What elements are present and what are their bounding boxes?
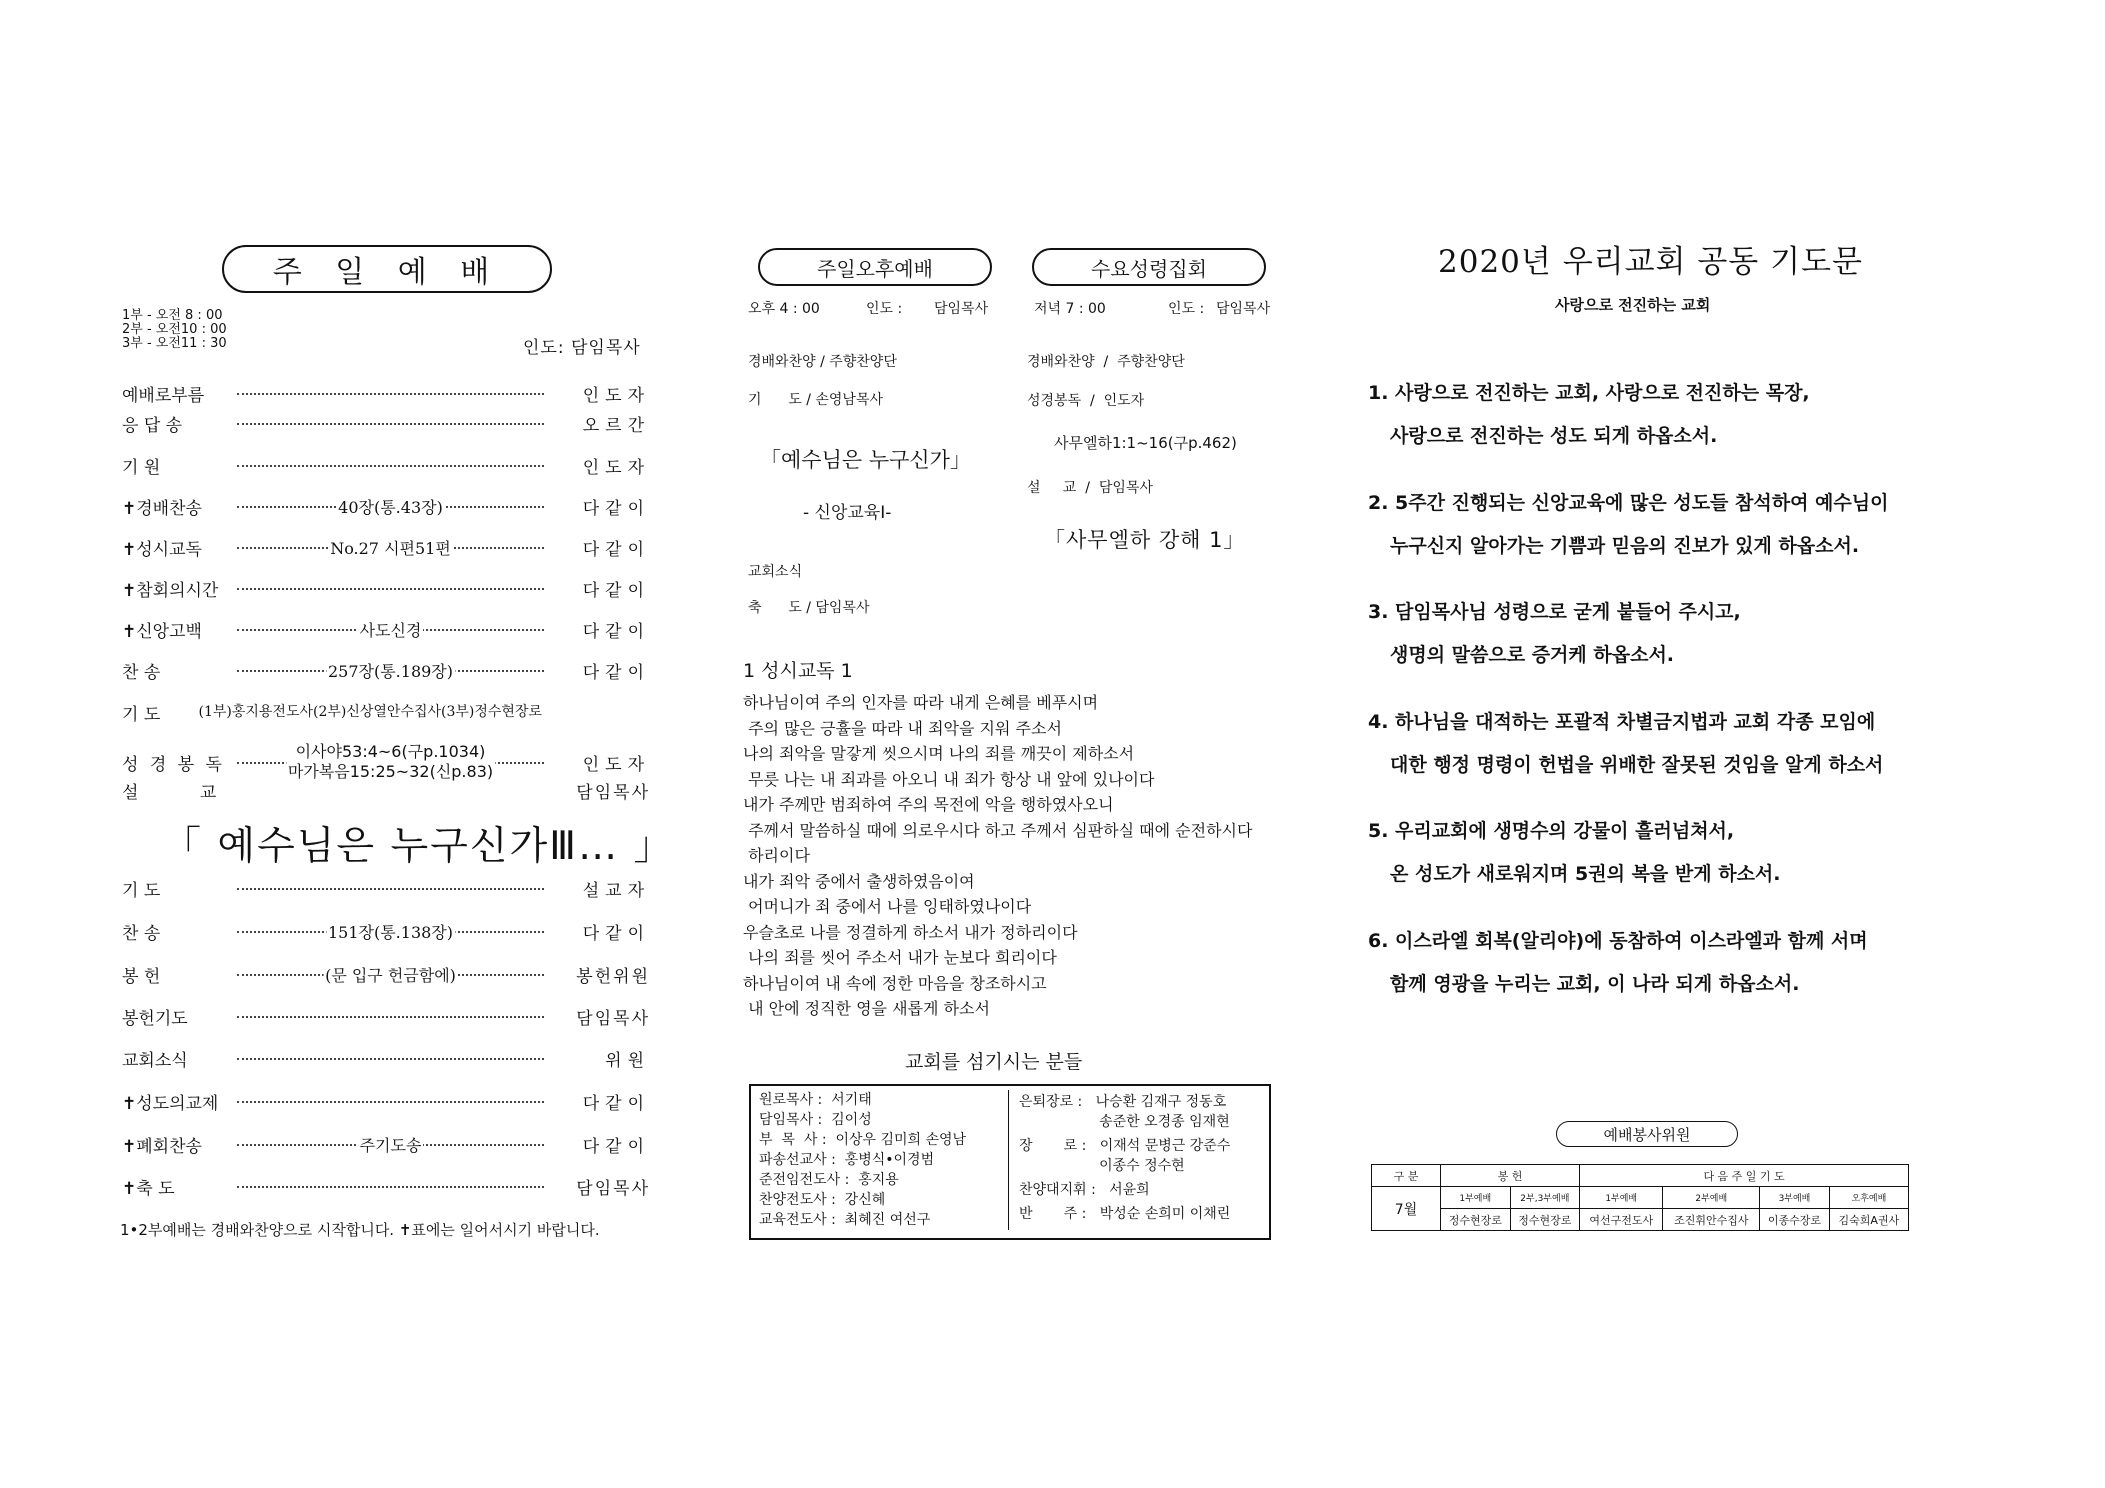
leader-label: 인도: 담임목사 [523,338,641,358]
wednesday-leader: 담임목사 [1216,301,1271,317]
afternoon-praise: 경배와찬양 / 주향찬양단 [748,354,897,370]
table-subheader: 3부예배 [1760,1187,1830,1209]
prayer-line: 6. 이스라엘 회복(알리야)에 동참하여 이스라엘과 함께 서며 [1368,929,1868,952]
table-header: 구 분 [1372,1165,1441,1187]
order-label: 교회소식 [122,1050,188,1071]
afternoon-news: 교회소식 [748,564,803,580]
time-1: 1부 - 오전 8 : 00 [122,308,223,323]
worship-order-item [122,534,650,560]
order-label: 기 도 [122,880,161,901]
order-content: 151장(통.138장) [326,920,455,943]
order-label: 찬 송 [122,923,161,944]
wednesday-sermon: 설 교 / 담임목사 [1027,480,1153,496]
worship-order-reading [122,742,650,782]
prayer-list [1368,372,1888,1029]
prayer-line: 온 성도가 새로워지며 5권의 복을 받게 하소서. [1390,863,1781,885]
staff-line: 원로목사 : 서기태 [759,1092,872,1108]
staff-list-right [1019,1090,1230,1224]
staff-line: 찬양대지휘 : 서윤희 [1019,1182,1150,1198]
service-volunteers-title [1556,1121,1738,1147]
psalm-line: 내가 죄악 중에서 출생하였음이여 [743,871,975,891]
afternoon-leader-label: 인도 : [866,301,903,317]
table-row [1372,1209,1909,1231]
worship-order-item [122,1173,650,1199]
service-volunteers-table [1371,1164,1909,1231]
order-who: 설교자 [582,880,650,901]
prayer-line: 2. 5주간 진행되는 신앙교육에 많은 성도들 참석하여 예수님이 [1368,491,1889,514]
order-who: 오르간 [582,415,650,436]
psalm-line: 나의 죄를 씻어 주소서 내가 눈보다 희리이다 [743,948,1057,967]
worship-order-item [122,875,650,901]
table-subheader: 1부예배 [1441,1187,1511,1209]
afternoon-sermon-title: 「예수님은 누구신가」 [760,448,971,472]
prayer-line: 1. 사랑으로 전진하는 교회, 사랑으로 전진하는 목장, [1368,382,1810,404]
order-label: ✝경배찬송 [122,498,202,519]
order-label: ✝신앙고백 [122,621,202,642]
psalm-line: 주의 많은 긍휼을 따라 내 죄악을 지워 주소서 [743,718,1062,738]
prayer-line: 사랑으로 전진하는 성도 되게 하옵소서. [1390,425,1718,447]
psalm-line: 어머니가 죄 중에서 나를 잉태하였나이다 [743,897,1032,916]
order-label: ✝성도의교제 [122,1093,219,1114]
service-times [122,309,227,351]
order-who: 담임목사 [576,1178,650,1199]
order-who: 다같이 [582,498,650,519]
table-cell: 김숙희A권사 [1829,1209,1908,1231]
staff-line: 부 목 사 : 이상우 김미희 손영남 [759,1132,967,1148]
footnote: 1•2부예배는 경배와찬양으로 시작합니다. ✝표에는 일어서시기 바랍니다. [120,1221,600,1239]
afternoon-leader: 담임목사 [934,301,989,317]
staff-line: 준전임전도사 : 홍지용 [759,1172,899,1188]
table-subheader: 1부예배 [1580,1187,1663,1209]
worship-order-item [122,1088,650,1114]
afternoon-time: 오후 4 : 00 [748,301,820,317]
psalm-line: 우슬초로 나를 정결하게 하소서 내가 정하리이다 [743,922,1078,942]
order-who: 다같이 [582,662,650,683]
afternoon-title-text: 주일오후예배 [817,256,933,281]
order-content: 40장(통.43장) [336,495,445,518]
worship-order-sermon [122,777,650,803]
order-who: 인도자 [582,754,650,775]
order-content: (1부)홍지용전도사(2부)신상열안수집사(3부)정수현장로 [197,701,545,721]
wednesday-time: 저녁 7 : 00 [1034,301,1106,317]
staff-divider [1008,1090,1009,1230]
worship-order-item [122,699,650,725]
wednesday-title-text: 수요성령집회 [1091,256,1207,281]
worship-order-item [122,1131,650,1157]
staff-line: 담임목사 : 김이성 [759,1112,872,1128]
staff-line: 이종수 정수현 [1019,1158,1185,1174]
order-content: No.27 시편51편 [328,536,453,559]
prayer-item [1368,372,1888,458]
order-content: 사도신경 [358,618,424,641]
table-cell: 정수현장로 [1441,1209,1511,1231]
afternoon-service-title [758,248,992,286]
psalm-line: 나의 죄악을 말갛게 씻으시며 나의 죄를 깨끗이 제하소서 [743,744,1135,763]
order-label: 기 원 [122,457,161,478]
psalm-line: 하나님이여 주의 인자를 따라 내게 은혜를 베푸시며 [743,693,1099,712]
psalm-line: 하나님이여 내 속에 정한 마음을 창조하시고 [743,973,1047,993]
wednesday-praise: 경배와찬양 / 주향찬양단 [1027,354,1185,370]
table-cell: 여선구전도사 [1580,1209,1663,1231]
table-subheader: 오후예배 [1829,1187,1908,1209]
prayer-title: 2020년 우리교회 공동 기도문 [1438,244,1863,280]
wednesday-reading: 성경봉독 / 인도자 [1027,393,1145,409]
reading-ref-1: 이사야53:4~6(구p.1034) [295,742,486,761]
prayer-line: 대한 행정 명령이 헌법을 위배한 잘못된 것임을 알게 하소서 [1390,753,1884,776]
wednesday-leader-label: 인도 : [1168,301,1205,317]
prayer-subtitle: 사랑으로 전진하는 교회 [1555,296,1711,314]
staff-line: 찬양전도사 : 강신혜 [759,1192,886,1208]
order-who: 다같이 [582,1093,650,1114]
wednesday-service-title [1032,248,1266,286]
staff-list-left [759,1090,966,1230]
order-label: ✝폐회찬송 [122,1136,202,1157]
staff-line: 송준한 오경종 임재현 [1019,1114,1230,1130]
staff-line: 파송선교사 : 홍병식•이경범 [759,1152,935,1168]
time-2: 2부 - 오전10 : 00 [122,322,227,337]
prayer-item [1368,591,1888,677]
sunday-service-title-text: 주 일 예 배 [272,255,502,290]
psalm-line: 내 안에 정직한 영을 새롭게 하소서 [743,999,990,1018]
sermon-title: 「 예수님은 누구신가Ⅲ… 」 [162,824,675,869]
order-content: (문 입구 헌금함에) [323,963,458,986]
table-header: 다 음 주 일 기 도 [1580,1165,1909,1187]
worship-order-item [122,616,650,642]
staff-line: 장 로 : 이재석 문병근 강준수 [1019,1138,1231,1154]
worship-order-item [122,410,650,436]
staff-line: 은퇴장로 : 나승환 김재구 정동호 [1019,1094,1227,1110]
worship-order-item [122,961,650,987]
order-who: 담임목사 [576,782,650,803]
staff-line: 반 주 : 박성순 손희미 이채린 [1019,1206,1231,1222]
worship-order-item [122,1003,650,1029]
wednesday-reading-ref: 사무엘하1:1~16(구p.462) [1054,434,1237,452]
table-subheader: 2부,3부예배 [1510,1187,1580,1209]
table-subheader: 2부예배 [1663,1187,1760,1209]
psalm-line: 내가 주께만 범죄하여 주의 목전에 악을 행하였사오니 [743,795,1114,814]
order-label: 예배로부름 [122,385,205,406]
table-cell-month: 7월 [1372,1187,1441,1231]
order-label: 설 교 [122,782,245,803]
psalm-line: 무릇 나는 내 죄과를 아오니 내 죄가 항상 내 앞에 있나이다 [743,769,1155,789]
afternoon-prayer: 기 도 / 손영남목사 [748,392,883,408]
table-row [1372,1165,1909,1187]
worship-order-item [122,493,650,519]
order-label: 봉 헌 [122,966,161,987]
order-label: ✝참회의시간 [122,580,219,601]
order-label: 봉헌기도 [122,1008,188,1029]
staff-title: 교회를 섬기시는 분들 [905,1051,1083,1073]
wednesday-sermon-title: 「사무엘하 강해 1」 [1044,528,1246,552]
afternoon-blessing: 축 도 / 담임목사 [748,600,870,616]
order-who: 다같이 [582,923,650,944]
psalm-line: 주께서 말씀하실 때에 의로우시다 하고 주께서 심판하실 때에 순전하시다 [743,820,1253,840]
worship-order-item [122,380,650,406]
worship-order-item [122,575,650,601]
order-label: 성 경 봉 독 [122,754,225,775]
order-who: 다같이 [582,1136,650,1157]
order-who: 인도자 [582,385,650,406]
prayer-item [1368,482,1888,568]
order-who: 다같이 [582,621,650,642]
table-row [1372,1187,1909,1209]
prayer-item [1368,810,1888,896]
order-who: 다같이 [582,539,650,560]
prayer-item [1368,920,1888,1006]
worship-order-item [122,1045,650,1071]
order-label: 찬 송 [122,662,161,683]
worship-order-item [122,918,650,944]
prayer-line: 생명의 말씀으로 증거케 하옵소서. [1390,644,1675,666]
prayer-line: 4. 하나님을 대적하는 포괄적 차별금지법과 교회 각종 모임에 [1368,710,1876,733]
prayer-line: 함께 영광을 누리는 교회, 이 나라 되게 하옵소서. [1390,972,1800,995]
worship-order-item [122,452,650,478]
staff-line: 교육전도사 : 최혜진 여선구 [759,1212,931,1228]
order-who: 인도자 [582,457,650,478]
sunday-service-title [222,245,552,293]
order-content: 주기도송 [358,1133,424,1156]
prayer-line: 5. 우리교회에 생명수의 강물이 흘러넘쳐서, [1368,820,1735,842]
table-header: 봉 헌 [1441,1165,1580,1187]
time-3: 3부 - 오전11 : 30 [122,336,227,351]
prayer-item [1368,701,1888,787]
order-label: 응 답 송 [122,415,183,436]
reading-ref-2: 마가복음15:25~32(신p.83) [287,762,494,781]
table-cell: 정수현장로 [1510,1209,1580,1231]
service-volunteers-title-text: 예배봉사위원 [1603,1125,1691,1144]
order-who: 담임목사 [576,1008,650,1029]
prayer-line: 3. 담임목사님 성령으로 굳게 붙들어 주시고, [1368,601,1741,623]
psalm-line: 하리이다 [743,846,810,865]
order-label: ✝성시교독 [122,539,202,560]
table-cell: 조진휘안수집사 [1663,1209,1760,1231]
psalm-title: 1 성시교독 1 [743,660,853,682]
order-label: 기 도 [122,704,161,725]
order-who: 봉헌위원 [576,966,650,987]
order-label: ✝축 도 [122,1178,175,1199]
order-content: 257장(통.189장) [326,659,455,682]
afternoon-sermon-subtitle: - 신앙교육Ⅰ- [803,503,892,523]
order-who: 위원 [605,1050,650,1071]
psalm-reading [743,690,1252,1022]
table-cell: 이종수장로 [1760,1209,1830,1231]
order-who: 다같이 [582,580,650,601]
worship-order-item [122,657,650,683]
prayer-line: 누구신지 알아가는 기쁨과 믿음의 진보가 있게 하옵소서. [1390,534,1860,557]
